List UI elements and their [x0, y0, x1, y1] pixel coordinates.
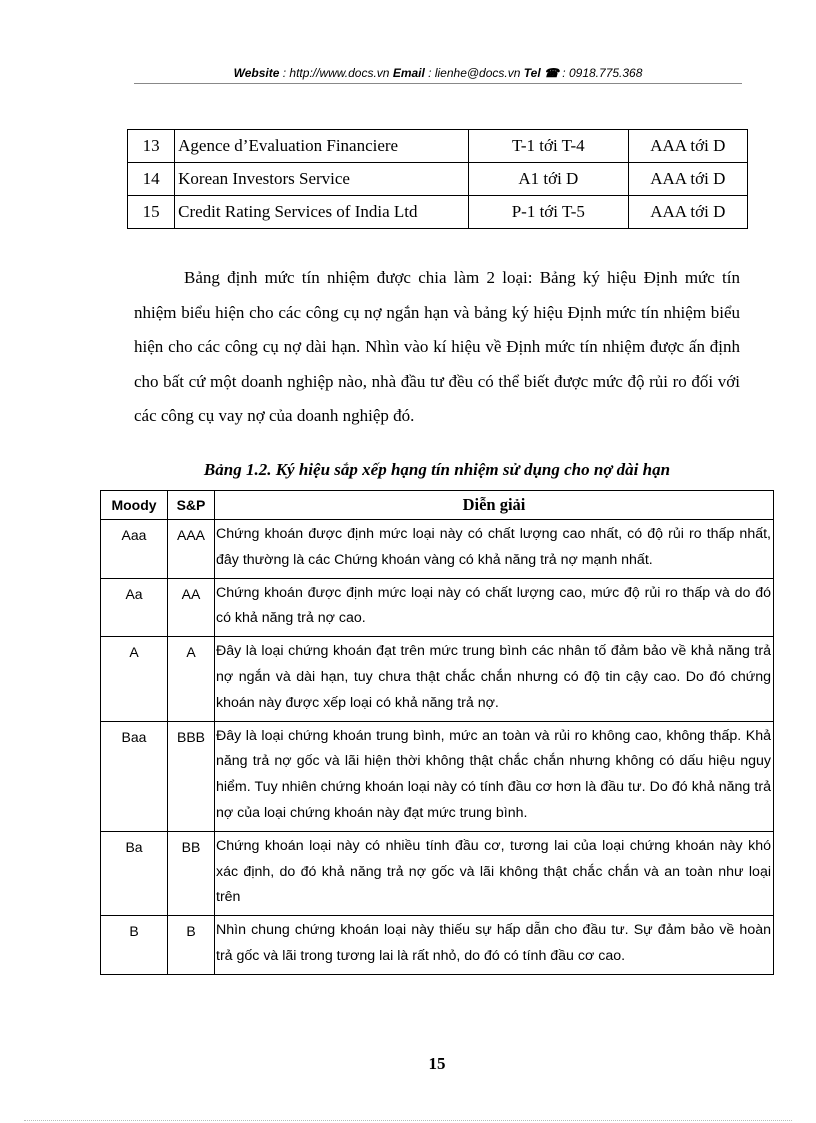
agency-name: Agence d’Evaluation Financiere [175, 130, 469, 163]
page-number: 15 [428, 1054, 446, 1073]
body-paragraph: Bảng định mức tín nhiệm được chia làm 2 loại: Bảng ký hiệu Định mức tín nhiệm biểu hiện cho các công cụ nợ ngắn hạn và bảng ký hiệu Định mức tín nhiệm biểu hiện cho các công cụ nợ dài hạn. Nhìn vào kí hiệu về Định mức tín nhiệm được ấn định cho bất cứ một doanh nghiệp nào, nhà đầu tư đều có thể biết được mức độ rủi ro đối với các công cụ vay nợ của doanh nghiệp đó. [134, 268, 740, 425]
sp-rating: BBB [168, 721, 215, 831]
website-url[interactable]: http://www.docs.vn [289, 66, 390, 80]
website-separator: : [279, 66, 290, 80]
table-row [101, 637, 774, 721]
agencies-table [127, 129, 748, 229]
page-header [134, 64, 742, 84]
website-label: Website [233, 66, 280, 80]
moody-rating: Baa [101, 721, 168, 831]
email-label: Email [392, 66, 425, 80]
phone-icon: ☎ [544, 66, 559, 80]
table-caption: Bảng 1.2. Ký hiệu sắp xếp hạng tín nhiệm sử dụng cho nợ dài hạn [203, 460, 671, 479]
description-header: Diễn giải [215, 491, 774, 520]
email-separator: : [424, 66, 435, 80]
sp-header: S&P [168, 491, 215, 520]
header-rule [134, 83, 742, 84]
email-address[interactable]: lienhe@docs.vn [434, 66, 521, 80]
agency-number: 15 [128, 196, 175, 229]
tel-separator: : [558, 66, 569, 80]
long-term-scale: AAA tới D [628, 130, 747, 163]
moody-rating: A [101, 637, 168, 721]
ratings-table [100, 490, 774, 975]
table-row [101, 578, 774, 637]
table-row [101, 916, 774, 975]
table-row [128, 196, 748, 229]
agency-name: Credit Rating Services of India Ltd [175, 196, 469, 229]
agency-number: 14 [128, 163, 175, 196]
sp-rating: AA [168, 578, 215, 637]
agency-number: 13 [128, 130, 175, 163]
tel-label: Tel [523, 66, 541, 80]
short-term-scale: T-1 tới T-4 [469, 130, 629, 163]
moody-header: Moody [101, 491, 168, 520]
table-row [101, 520, 774, 579]
long-term-scale: AAA tới D [628, 163, 747, 196]
rating-description: Chứng khoán được định mức loại này có chất lượng cao, mức độ rủi ro thấp và do đó có khả năng trả nợ cao. [215, 578, 774, 637]
moody-rating: Ba [101, 831, 168, 915]
rating-description: Nhìn chung chứng khoán loại này thiếu sự hấp dẫn cho đầu tư. Sự đảm bảo về hoàn trả gốc và lãi trong tương lai là rất nhỏ, do đó có tính đầu cơ cao. [215, 916, 774, 975]
agency-name: Korean Investors Service [175, 163, 469, 196]
long-term-scale: AAA tới D [628, 196, 747, 229]
sp-rating: BB [168, 831, 215, 915]
moody-rating: B [101, 916, 168, 975]
rating-description: Chứng khoán được định mức loại này có chất lượng cao nhất, có độ rủi ro thấp nhất, đây thường là các Chứng khoán vàng có khả năng trả nợ mạnh nhất. [215, 520, 774, 579]
table-row [101, 721, 774, 831]
footer-rule [24, 1120, 792, 1121]
sp-rating: A [168, 637, 215, 721]
short-term-scale: A1 tới D [469, 163, 629, 196]
sp-rating: AAA [168, 520, 215, 579]
table-row [101, 831, 774, 915]
short-term-scale: P-1 tới T-5 [469, 196, 629, 229]
table-header-row [101, 491, 774, 520]
table-row [128, 130, 748, 163]
rating-description: Đây là loại chứng khoán đạt trên mức trung bình các nhân tố đảm bảo về khả năng trả nợ ngắn và dài hạn, tuy chưa thật chắc chắn nhưng có độ tin cậy cao. Do đó chứng khoán này được xếp loại có khả năng trả nợ. [215, 637, 774, 721]
sp-rating: B [168, 916, 215, 975]
moody-rating: Aa [101, 578, 168, 637]
moody-rating: Aaa [101, 520, 168, 579]
rating-description: Chứng khoán loại này có nhiều tính đầu cơ, tương lai của loại chứng khoán này khó xác định, do đó khả năng trả nợ gốc và lãi không thật chắc chắn và an toàn như loại trên [215, 831, 774, 915]
rating-description: Đây là loại chứng khoán trung bình, mức an toàn và rủi ro không cao, không thấp. Khả năng trả nợ gốc và lãi hiện thời không thật chắc chắn nhưng không có dấu hiệu nguy hiểm. Tuy nhiên chứng khoán loại này có tính đầu cơ hơn là đầu tư. Do đó khả năng trả nợ của loại chứng khoán này đạt mức trung bình. [215, 721, 774, 831]
table-row [128, 163, 748, 196]
tel-number: 0918.775.368 [568, 66, 643, 80]
